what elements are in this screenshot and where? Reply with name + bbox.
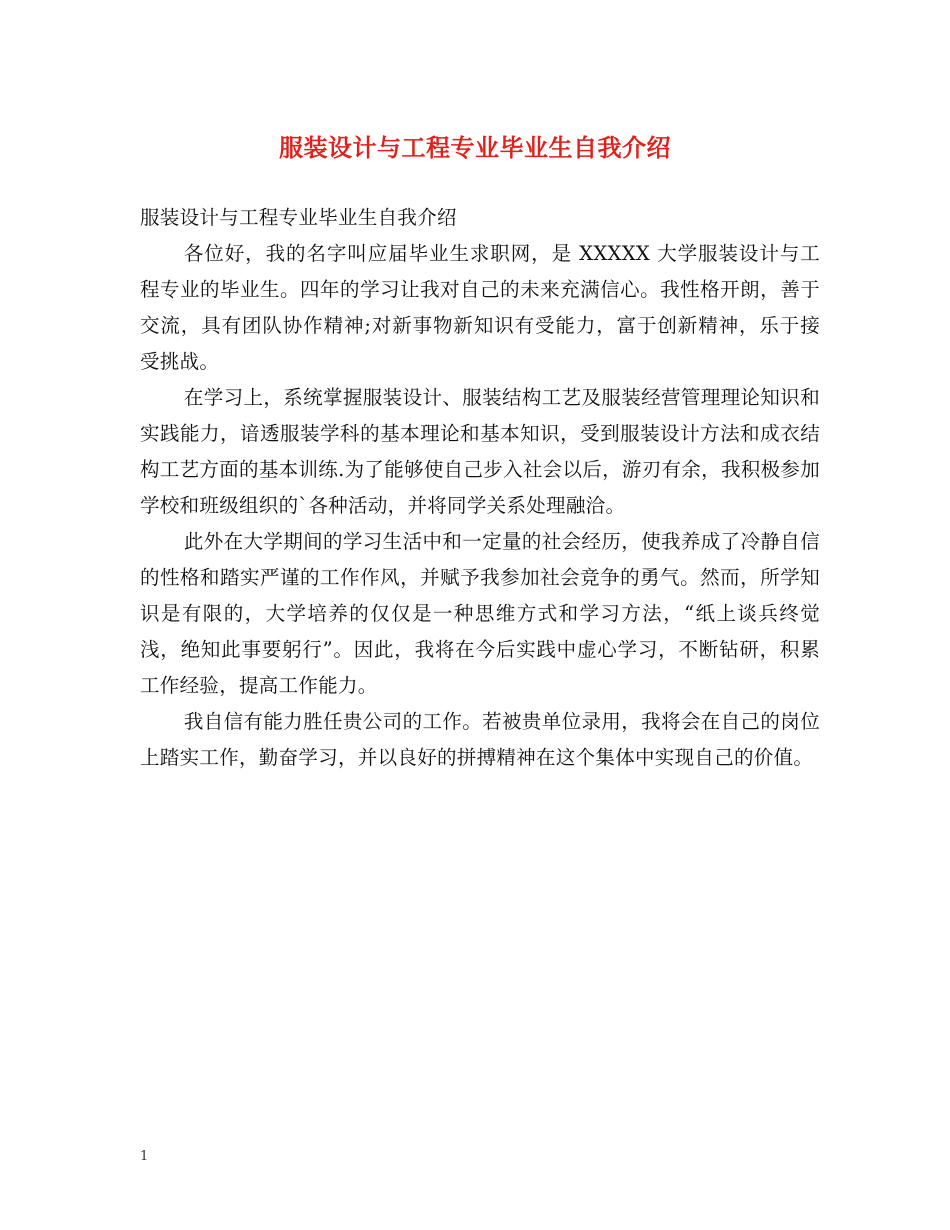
paragraph-experience: 此外在大学期间的学习生活中和一定量的社会经历，使我养成了冷静自信的性格和踏实严谨的工作作风，并赋予我参加社会竞争的勇气。然而，所学知识是有限的，大学培养的仅仅是一种思维方式和学习方法，“纸上谈兵终觉浅，绝知此事要躬行”。因此，我将在今后实践中虚心学习，不断钻研，积累工作经验，提高工作能力。 <box>140 530 820 697</box>
document-title: 服装设计与工程专业毕业生自我介绍 <box>279 134 671 162</box>
paragraph-study: 在学习上，系统掌握服装设计、服装结构工艺及服装经营管理理论知识和实践能力，谙透服装学科的基本理论和基本知识，受到服装设计方法和成衣结构工艺方面的基本训练.为了能够使自己步入社会以后，游刃有余，我积极参加学校和班级组织的`各种活动，并将同学关系处理融洽。 <box>140 386 820 517</box>
page-number: 1 <box>140 1149 149 1164</box>
document-body <box>140 200 820 776</box>
paragraph-closing: 我自信有能力胜任贵公司的工作。若被贵单位录用，我将会在自己的岗位上踏实工作，勤奋学习，并以良好的拼搏精神在这个集体中实现自己的价值。 <box>140 710 820 769</box>
paragraph-intro: 各位好，我的名字叫应届毕业生求职网，是 XXXXX 大学服装设计与工程专业的毕业生。四年的学习让我对自己的未来充满信心。我性格开朗，善于交流，具有团队协作精神;对新事物新知识有受能力，富于创新精神，乐于接受挑战。 <box>140 242 820 373</box>
document-subheading: 服装设计与工程专业毕业生自我介绍 <box>140 206 457 229</box>
